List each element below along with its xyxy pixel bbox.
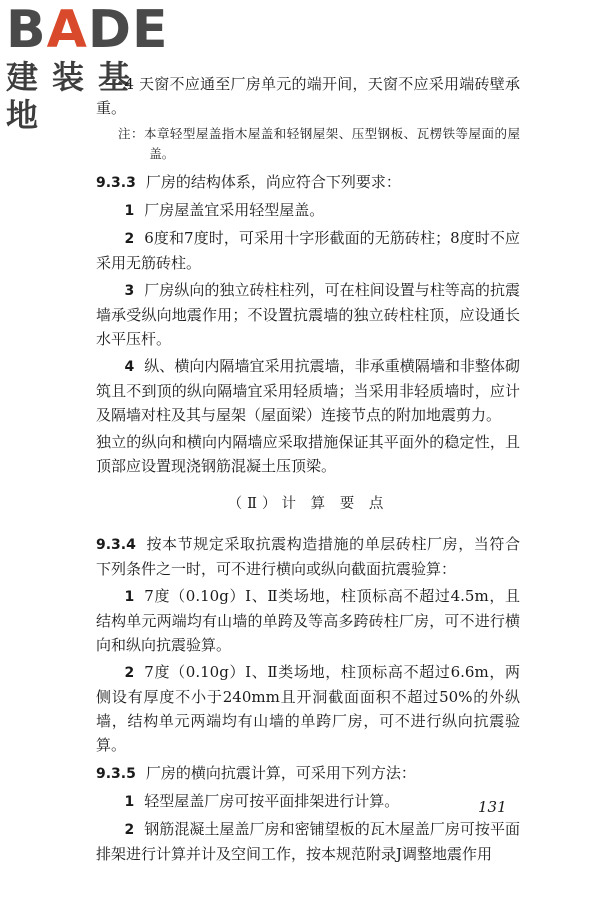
page-number: 131 xyxy=(478,798,507,816)
list-item: 1 7度（0.10g）Ⅰ、Ⅱ类场地，柱顶标高不超过4.5m，且结构单元两端均有山墙的单跨及等高多跨砖柱厂房，可不进行横向和纵向抗震验算。 xyxy=(96,587,520,654)
clause-9-3-3: 9.3.3 厂房的结构体系，尚应符合下列要求： xyxy=(96,173,401,191)
paragraph-tail: 独立的纵向和横向内隔墙应采取措施保证其平面外的稳定性，且顶部应设置现浇钢筋混凝土压顶梁。 xyxy=(96,433,520,475)
clause-9-3-4: 9.3.4 按本节规定采取抗震构造措施的单层砖柱厂房，当符合下列条件之一时，可不进行横向或纵向截面抗震验算： xyxy=(96,535,520,578)
list-item: 4 纵、横向内隔墙宜采用抗震墙，非承重横隔墙和非整体砌筑且不到顶的纵向隔墙宜采用轻质墙；当采用非轻质墙时，应计及隔墙对柱及其与屋架（屋面梁）连接节点的附加地震剪力。 xyxy=(96,357,520,424)
note: 注：本章轻型屋盖指木屋盖和轻钢屋架、压型钢板、瓦楞铁等屋面的屋盖。 xyxy=(118,126,520,161)
paragraph-intro: 4 天窗不应通至厂房单元的端开间，天窗不应采用端砖壁承重。 xyxy=(96,75,520,117)
clause-number: 9.3.3 xyxy=(96,175,136,191)
logo-brand: BADE xyxy=(6,0,169,60)
document-body xyxy=(96,72,520,869)
clause-number: 9.3.4 xyxy=(96,537,136,553)
list-item: 2 7度（0.10g）Ⅰ、Ⅱ类场地，柱顶标高不超过6.6m，两侧设有厚度不小于240mm且开洞截面面积不超过50%的外纵墙，结构单元两端均有山墙的单跨厂房，可不进行纵向抗震验算。 xyxy=(96,663,520,754)
list-item: 1 轻型屋盖厂房可按平面排架进行计算。 xyxy=(124,792,400,810)
logo-subtitle: 建装基地 xyxy=(6,58,145,134)
list-item: 1 厂房屋盖宜采用轻型屋盖。 xyxy=(124,201,325,219)
list-item: 2 钢筋混凝土屋盖厂房和密铺望板的瓦木屋盖厂房可按平面排架进行计算并计及空间工作，按本规范附录J调整地震作用 xyxy=(96,820,520,863)
section-title: （Ⅱ）计 算 要 点 xyxy=(227,496,389,512)
clause-9-3-5: 9.3.5 厂房的横向抗震计算，可采用下列方法： xyxy=(96,764,416,782)
list-item: 3 厂房纵向的独立砖柱柱列，可在柱间设置与柱等高的抗震墙承受纵向地震作用；不设置抗震墙的独立砖柱柱顶，应设通长水平压杆。 xyxy=(96,281,520,348)
clause-number: 9.3.5 xyxy=(96,766,136,782)
list-item: 2 6度和7度时，可采用十字形截面的无筋砖柱；8度时不应采用无筋砖柱。 xyxy=(96,229,520,272)
